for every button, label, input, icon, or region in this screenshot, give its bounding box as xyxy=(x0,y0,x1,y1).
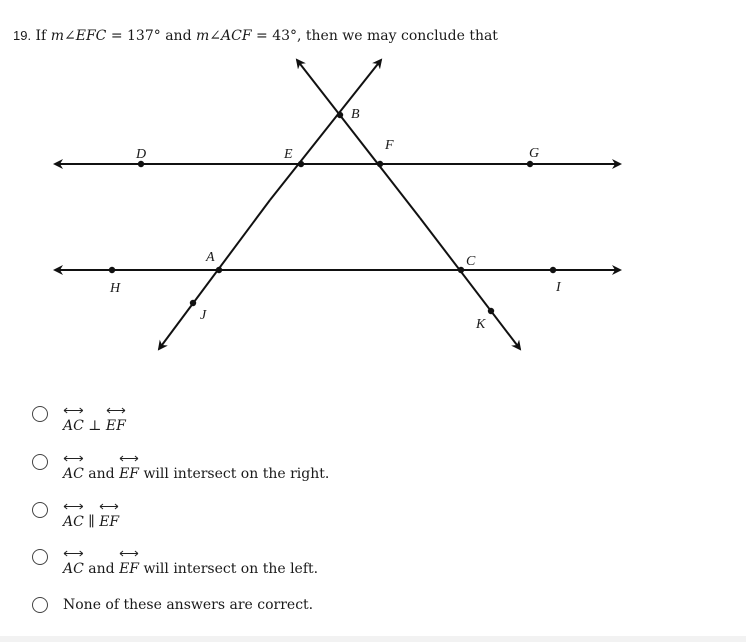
label-b: B xyxy=(351,107,360,122)
measure-m-2: m xyxy=(195,28,210,44)
point-k xyxy=(488,308,494,314)
choice-text: None of these answers are correct. xyxy=(63,597,314,613)
radio-button[interactable] xyxy=(32,549,48,565)
and-word: and xyxy=(88,466,115,482)
line-ef-notation: EF xyxy=(99,512,119,530)
and-word: and xyxy=(88,561,115,577)
label-k: K xyxy=(476,317,486,332)
equals-1: = xyxy=(110,28,123,44)
value-43: 43°, xyxy=(272,28,302,44)
label-e: E xyxy=(284,147,293,162)
label-a: A xyxy=(206,250,215,265)
line-ac-notation: AC xyxy=(63,416,84,434)
question-prefix: If xyxy=(35,28,47,44)
point-a xyxy=(216,267,222,273)
choice-text xyxy=(63,559,318,577)
value-137: 137° xyxy=(127,28,161,44)
line-ja-up xyxy=(270,60,381,200)
radio-button[interactable] xyxy=(32,502,48,518)
label-f: F xyxy=(385,138,394,153)
choice-perpendicular[interactable] xyxy=(32,406,732,446)
page-bottom-strip xyxy=(0,636,746,642)
equals-2: = xyxy=(256,28,268,44)
angle-efc: EFC xyxy=(75,28,107,44)
line-ac-notation: AC xyxy=(63,464,84,482)
choice-tail: will intersect on the right. xyxy=(143,466,330,482)
radio-button[interactable] xyxy=(32,454,48,470)
angle-symbol-2: ∠ xyxy=(209,28,221,44)
line-ck-down xyxy=(420,218,520,349)
angle-acf: ACF xyxy=(221,28,252,44)
choice-tail: will intersect on the left. xyxy=(143,561,319,577)
line-ck-up xyxy=(297,60,420,218)
point-c xyxy=(458,267,464,273)
label-d: D xyxy=(136,147,147,162)
label-j: J xyxy=(200,308,207,323)
point-h xyxy=(109,267,115,273)
line-ja-down xyxy=(159,200,270,349)
line-ef-notation: EF xyxy=(119,559,139,577)
point-f xyxy=(377,161,383,167)
choice-none-correct[interactable] xyxy=(32,597,732,637)
choice-parallel[interactable] xyxy=(32,502,732,542)
choice-intersect-right[interactable] xyxy=(32,454,732,494)
point-e xyxy=(298,161,304,167)
choice-text xyxy=(63,464,329,482)
label-i: I xyxy=(556,280,561,295)
question-suffix: then we may conclude that xyxy=(305,28,498,44)
line-ef-notation: EF xyxy=(106,416,126,434)
perpendicular-symbol: ⊥ xyxy=(88,418,102,434)
parallel-symbol: ∥ xyxy=(88,514,95,530)
choice-text xyxy=(63,512,119,530)
point-i xyxy=(550,267,556,273)
angle-symbol-1: ∠ xyxy=(63,28,76,44)
label-h: H xyxy=(110,281,121,296)
line-ac-notation: AC xyxy=(63,559,84,577)
point-b xyxy=(337,112,343,118)
line-ef-notation: EF xyxy=(119,464,139,482)
and-word: and xyxy=(165,28,192,44)
label-c: C xyxy=(466,254,476,269)
choice-text xyxy=(63,416,126,434)
point-g xyxy=(527,161,533,167)
label-g: G xyxy=(529,146,540,161)
choice-intersect-left[interactable] xyxy=(32,549,732,589)
radio-button[interactable] xyxy=(32,597,48,613)
point-j xyxy=(190,300,196,306)
measure-m-1: m xyxy=(50,28,64,44)
line-ac-notation: AC xyxy=(63,512,84,530)
radio-button[interactable] xyxy=(32,406,48,422)
question-number: 19. xyxy=(13,28,32,43)
